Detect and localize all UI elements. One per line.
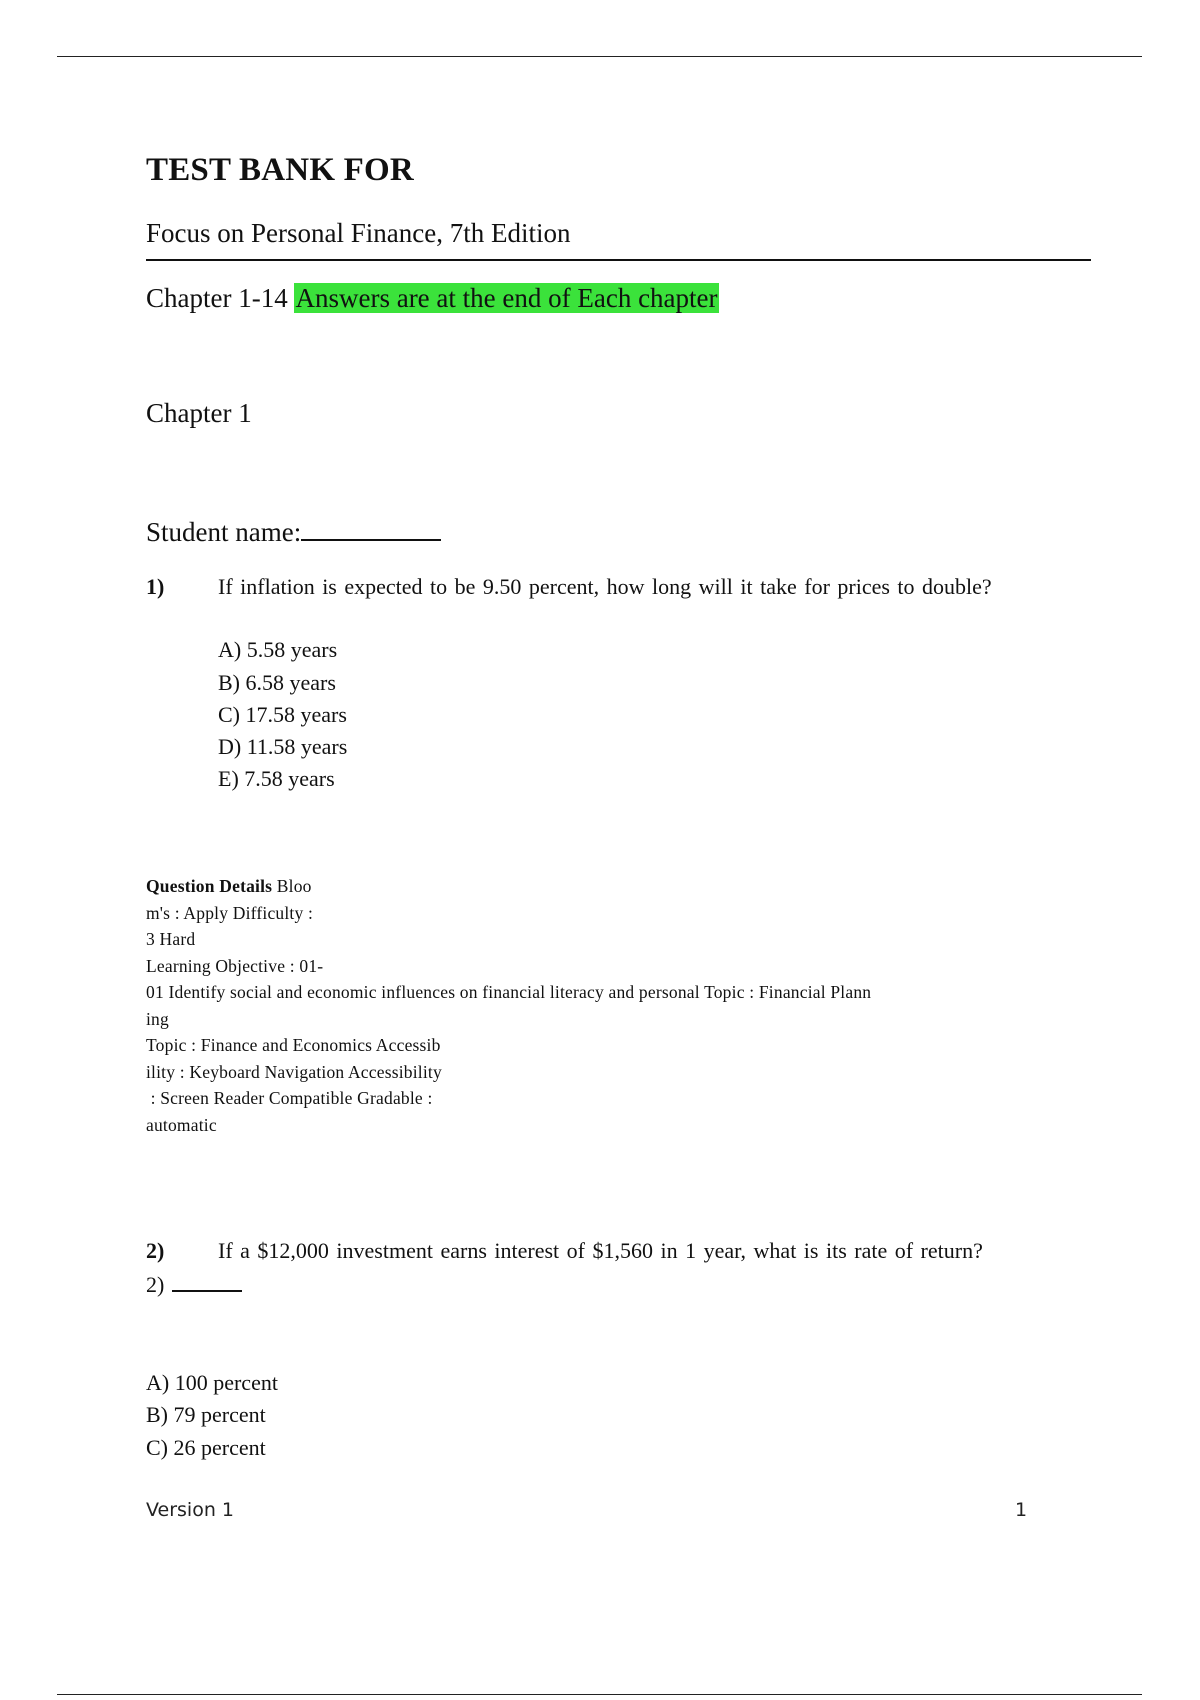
question-1-option-a: A) 5.58 years — [218, 637, 338, 662]
chapter-range-prefix: Chapter 1-14 — [146, 283, 288, 313]
details-line: ility : Keyboard Navigation Accessibility — [146, 1061, 442, 1082]
student-name-label: Student name: — [146, 517, 302, 547]
student-name-row — [146, 513, 441, 548]
chapter-heading: Chapter 1 — [146, 398, 252, 428]
document-title: TEST BANK FOR — [146, 152, 414, 188]
details-line: automatic — [146, 1114, 217, 1135]
answers-note-highlight: Answers are at the end of Each chapter — [295, 283, 718, 313]
question-2-answer-blank — [172, 1272, 242, 1292]
question-1-option-e: E) 7.58 years — [218, 766, 335, 791]
footer-page-number: 1 — [1015, 1499, 1028, 1521]
question-2-option-c: C) 26 percent — [146, 1435, 266, 1460]
question-2-number: 2) — [146, 1238, 165, 1263]
document-subtitle: Focus on Personal Finance, 7th Edition — [146, 218, 571, 248]
details-line: : Screen Reader Compatible Gradable : — [146, 1088, 433, 1108]
question-2-text: If a $12,000 investment earns interest of $1,560 in 1 year, what is its rate of return? — [218, 1238, 983, 1263]
question-1-option-c: C) 17.58 years — [218, 702, 347, 727]
subtitle-rule — [146, 259, 1091, 261]
question-1-details — [146, 873, 871, 1138]
question-1-option-d: D) 11.58 years — [218, 734, 348, 759]
footer-version: Version 1 — [146, 1499, 234, 1521]
question-1-option-b: B) 6.58 years — [218, 670, 336, 695]
details-line: Question Details Bloo — [146, 876, 312, 896]
details-line: 01 Identify social and economic influences on financial literacy and personal Topic : Financial Plann — [146, 982, 872, 1002]
question-2-answer-label: 2) — [146, 1272, 165, 1297]
bottom-rule — [57, 1694, 1142, 1695]
chapter-range — [146, 283, 719, 314]
details-line: Learning Objective : 01- — [146, 955, 324, 976]
top-rule — [57, 56, 1142, 57]
question-2-answer-row — [146, 1272, 242, 1298]
details-line: 3 Hard — [146, 929, 196, 949]
details-line: ing — [146, 1008, 169, 1029]
student-name-blank — [301, 513, 441, 541]
details-heading: Question Details — [146, 876, 273, 896]
question-2-option-a: A) 100 percent — [146, 1370, 278, 1395]
question-1-number: 1) — [146, 574, 165, 599]
question-2-option-b: B) 79 percent — [146, 1402, 266, 1427]
details-line: m's : Apply Difficulty : — [146, 902, 314, 923]
question-1-text: If inflation is expected to be 9.50 percent, how long will it take for prices to double? — [218, 574, 992, 599]
details-line: Topic : Finance and Economics Accessib — [146, 1035, 441, 1055]
